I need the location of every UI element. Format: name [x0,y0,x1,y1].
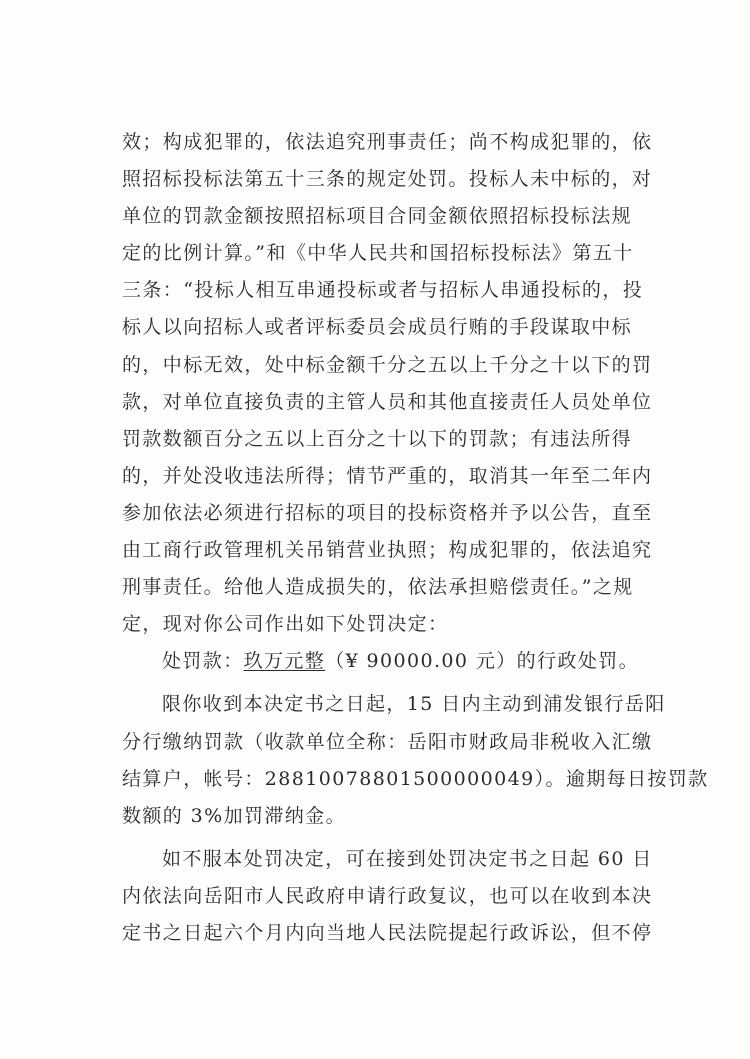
text-line: 罚款数额百分之五以上百分之十以下的罚款；有违法所得 [122,427,633,450]
text-line: 定书之日起六个月内向当地人民法院提起行政诉讼，但不停 [122,921,653,944]
penalty-amount-words: 玖万元整 [243,650,326,673]
text-line: 定，现对你公司作出如下处罚决定： [122,613,449,636]
document-body [122,124,709,952]
text-line: 结算户，帐号：28810078801500000049）。逾期每日按罚款 [122,767,709,790]
text-line: 三条：“投标人相互串通投标或者与招标人串通投标的，投 [122,279,644,302]
penalty-prefix: 处罚款： [162,650,244,673]
text-line: 效；构成犯罪的，依法追究刑事责任；尚不构成犯罪的，依 [122,131,653,153]
text-line: 如不服本处罚决定，可在接到处罚决定书之日起 60 日 [162,847,653,870]
text-line: 标人以向招标人或者评标委员会成员行贿的手段谋取中标 [122,316,633,339]
text-line: 限你收到本决定书之日起，15 日内主动到浦发银行岳阳 [162,693,666,716]
text-line: 刑事责任。给他人造成损失的，依法承担赔偿责任。”之规 [122,576,634,599]
text-line: 内依法向岳阳市人民政府申请行政复议，也可以在收到本决 [122,884,653,907]
text-line: 分行缴纳罚款（收款单位全称：岳阳市财政局非税收入汇缴 [122,730,653,753]
paragraph-payment [122,686,709,834]
text-line: 单位的罚款金额按照招标项目合同金额依照招标投标法规 [122,205,633,228]
text-line: 照招标投标法第五十三条的规定处罚。投标人未中标的，对 [122,168,653,191]
text-line: 定的比例计算。”和《中华人民共和国招标投标法》第五十 [122,242,634,265]
penalty-suffix: （¥ 90000.00 元）的行政处罚。 [325,650,640,673]
paragraph-legal-basis [122,124,653,643]
text-line: 款，对单位直接负责的主管人员和其他直接责任人员处单位 [122,390,653,413]
text-line: 的，中标无效，处中标金额千分之五以上千分之十以下的罚 [122,353,653,376]
paragraph-penalty [122,643,640,680]
text-line: 数额的 3%加罚滞纳金。 [122,804,346,827]
text-line: 的，并处没收违法所得；情节严重的，取消其一年至二年内 [122,464,653,487]
paragraph-appeal [122,841,653,952]
text-line: 由工商行政管理机关吊销营业执照；构成犯罪的，依法追究 [122,539,653,562]
text-line: 参加依法必须进行招标的项目的投标资格并予以公告，直至 [122,501,653,524]
